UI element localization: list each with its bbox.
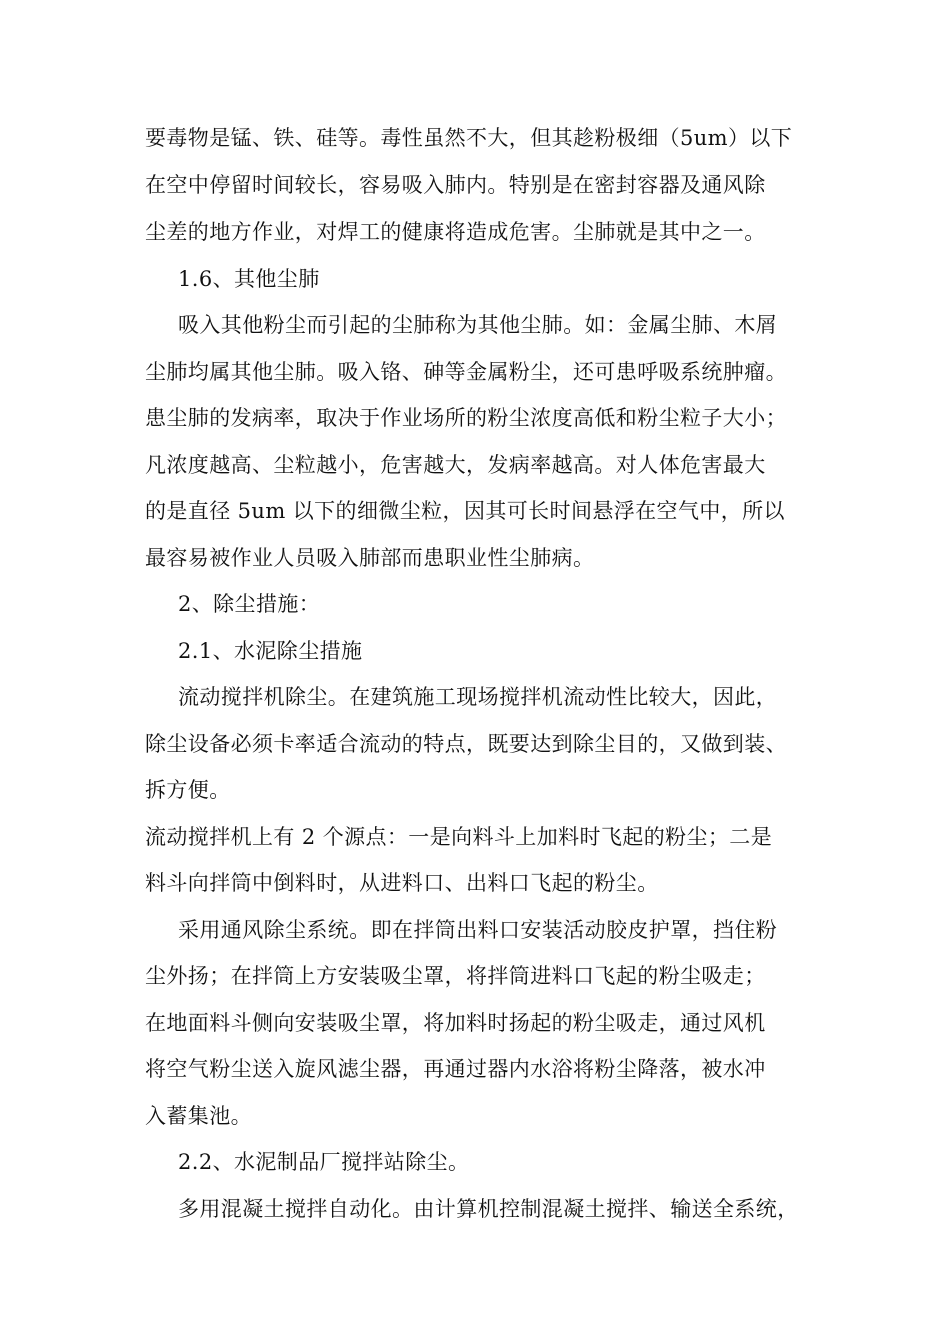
- text-line: 除尘设备必须卡率适合流动的特点，既要达到除尘目的，又做到装、: [145, 732, 787, 756]
- text-line: 在空中停留时间较长，容易吸入肺内。特别是在密封容器及通风除: [145, 173, 766, 197]
- text-line: 要毒物是锰、铁、硅等。毒性虽然不大，但其趁粉极细（5um）以下: [145, 126, 793, 150]
- text-line: 最容易被作业人员吸入肺部而患职业性尘肺病。: [145, 546, 595, 570]
- text-line: 尘肺均属其他尘肺。吸入铬、砷等金属粉尘，还可患呼吸系统肿瘤。: [145, 360, 787, 384]
- text-line: 入蓄集池。: [145, 1104, 252, 1128]
- text-line: 吸入其他粉尘而引起的尘肺称为其他尘肺。如：金属尘肺、木屑: [178, 313, 778, 337]
- section-heading: 2.1、水泥除尘措施: [178, 639, 363, 663]
- text-line: 多用混凝土搅拌自动化。由计算机控制混凝土搅拌、输送全系统，: [178, 1197, 799, 1221]
- text-line: 流动搅拌机上有 2 个源点：一是向料斗上加料时飞起的粉尘；二是: [145, 825, 773, 849]
- text-line: 将空气粉尘送入旋风滤尘器，再通过器内水浴将粉尘降落，被水冲: [145, 1057, 766, 1081]
- section-heading: 2、除尘措施：: [178, 592, 321, 616]
- text-line: 拆方便。: [145, 778, 231, 802]
- section-heading: 2.2、水泥制品厂搅拌站除尘。: [178, 1150, 470, 1174]
- text-line: 尘外扬；在拌筒上方安装吸尘罩，将拌筒进料口飞起的粉尘吸走；: [145, 964, 766, 988]
- text-line: 在地面料斗侧向安装吸尘罩，将加料时扬起的粉尘吸走，通过风机: [145, 1011, 766, 1035]
- text-line: 料斗向拌筒中倒料时，从进料口、出料口飞起的粉尘。: [145, 871, 659, 895]
- text-line: 流动搅拌机除尘。在建筑施工现场搅拌机流动性比较大，因此，: [178, 685, 778, 709]
- text-line: 患尘肺的发病率，取决于作业场所的粉尘浓度高低和粉尘粒子大小；: [145, 406, 787, 430]
- text-line: 凡浓度越高、尘粒越小，危害越大，发病率越高。对人体危害最大: [145, 453, 766, 477]
- text-line: 尘差的地方作业，对焊工的健康将造成危害。尘肺就是其中之一。: [145, 220, 766, 244]
- text-line: 采用通风除尘系统。即在拌筒出料口安装活动胶皮护罩，挡住粉: [178, 918, 778, 942]
- text-line: 的是直径 5um 以下的细微尘粒，因其可长时间悬浮在空气中，所以: [145, 499, 785, 523]
- section-heading: 1.6、其他尘肺: [178, 267, 320, 291]
